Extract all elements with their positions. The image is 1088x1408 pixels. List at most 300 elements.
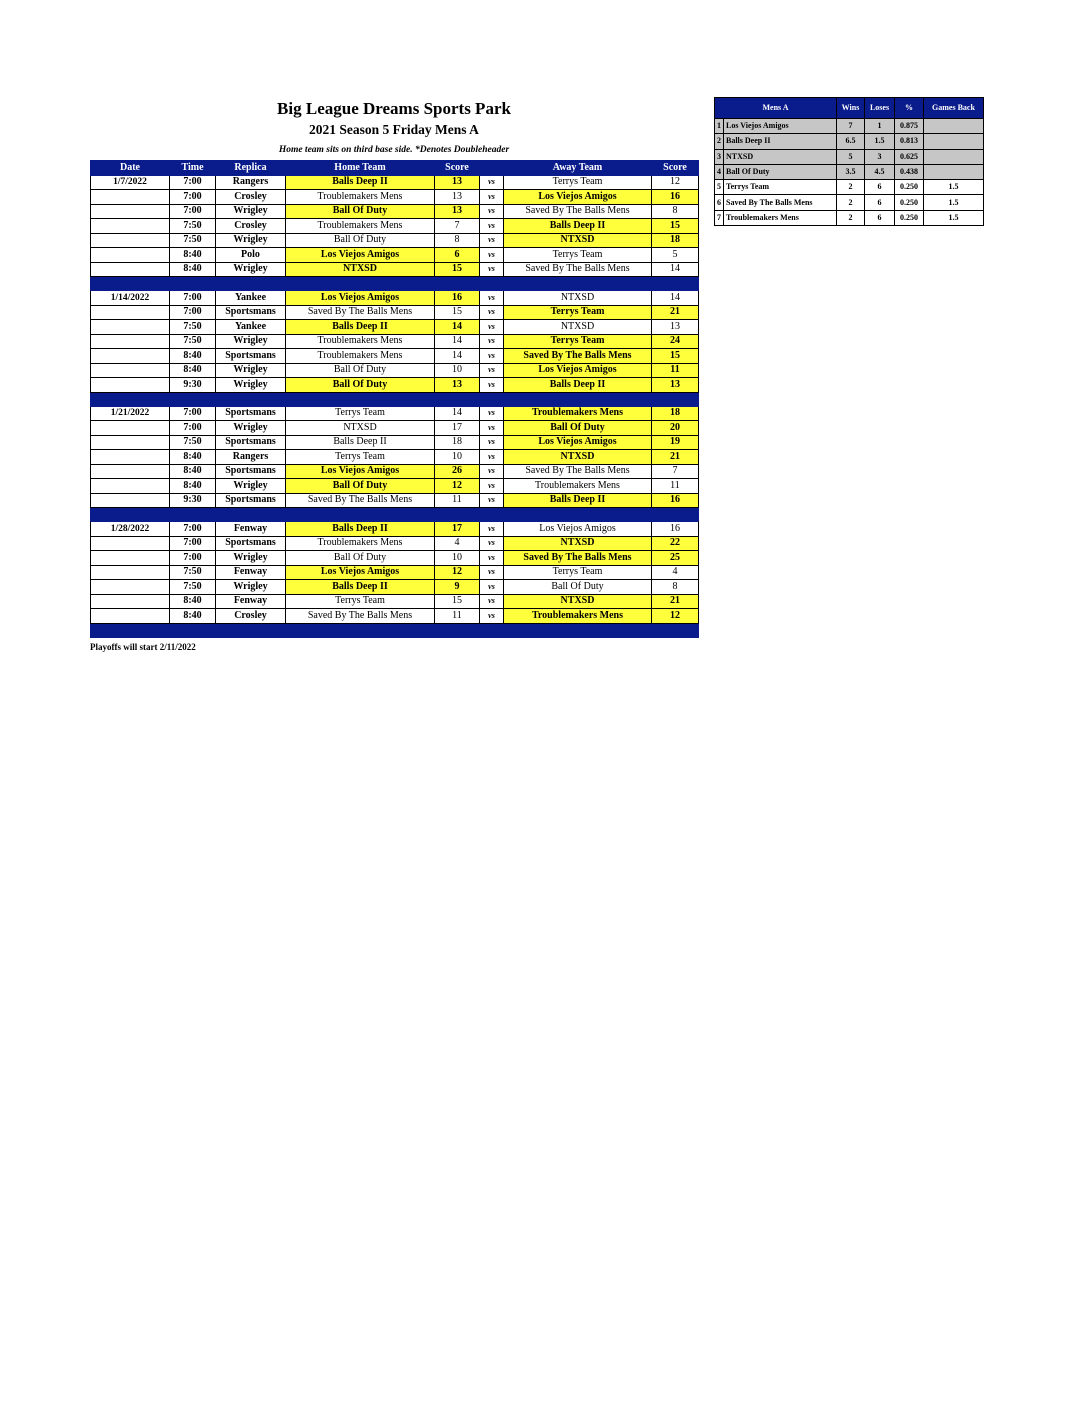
game-row bbox=[91, 421, 699, 436]
vs-label: vs bbox=[480, 204, 504, 219]
home-score: 9 bbox=[435, 580, 480, 595]
vs-label: vs bbox=[480, 262, 504, 277]
away-score: 15 bbox=[652, 219, 699, 234]
standings-rank: 3 bbox=[715, 149, 724, 164]
week-separator bbox=[91, 277, 699, 291]
separator-cell bbox=[504, 392, 652, 406]
away-score: 25 bbox=[652, 551, 699, 566]
game-time: 7:50 bbox=[170, 219, 216, 234]
away-team: Balls Deep II bbox=[504, 219, 652, 234]
game-row bbox=[91, 479, 699, 494]
standings-games-back bbox=[924, 164, 984, 179]
game-field: Yankee bbox=[216, 291, 286, 306]
game-row bbox=[91, 334, 699, 349]
home-score: 11 bbox=[435, 493, 480, 508]
standings-loses: 1 bbox=[865, 119, 895, 134]
header-date: Date bbox=[91, 161, 170, 176]
separator-cell bbox=[504, 623, 652, 637]
home-score: 12 bbox=[435, 565, 480, 580]
schedule-body bbox=[91, 175, 699, 637]
game-date: 1/28/2022 bbox=[91, 522, 170, 537]
standings-loses: 6 bbox=[865, 180, 895, 195]
game-row bbox=[91, 464, 699, 479]
vs-label: vs bbox=[480, 609, 504, 624]
home-score: 17 bbox=[435, 522, 480, 537]
standings-loses: 3 bbox=[865, 149, 895, 164]
home-score: 13 bbox=[435, 190, 480, 205]
home-team: Troublemakers Mens bbox=[286, 190, 435, 205]
standings-rank: 6 bbox=[715, 195, 724, 210]
game-time: 7:00 bbox=[170, 536, 216, 551]
separator-cell bbox=[286, 392, 435, 406]
game-date-empty bbox=[91, 594, 170, 609]
game-date-empty bbox=[91, 320, 170, 335]
game-field: Polo bbox=[216, 248, 286, 263]
game-row bbox=[91, 565, 699, 580]
standings-rank: 2 bbox=[715, 134, 724, 149]
away-team: NTXSD bbox=[504, 536, 652, 551]
home-team: NTXSD bbox=[286, 262, 435, 277]
standings-wins: 6.5 bbox=[837, 134, 865, 149]
separator-cell bbox=[652, 508, 699, 522]
away-score: 16 bbox=[652, 522, 699, 537]
game-field: Sportsmans bbox=[216, 349, 286, 364]
game-time: 7:00 bbox=[170, 305, 216, 320]
away-team: Balls Deep II bbox=[504, 378, 652, 393]
away-score: 14 bbox=[652, 291, 699, 306]
separator-cell bbox=[652, 392, 699, 406]
home-team-note: Home team sits on third base side. *Denotes Doubleheader bbox=[278, 145, 510, 155]
away-team: NTXSD bbox=[504, 233, 652, 248]
away-team: NTXSD bbox=[504, 594, 652, 609]
game-date-empty bbox=[91, 551, 170, 566]
game-field: Fenway bbox=[216, 565, 286, 580]
separator-cell bbox=[91, 392, 170, 406]
vs-label: vs bbox=[480, 190, 504, 205]
vs-label: vs bbox=[480, 450, 504, 465]
game-time: 7:50 bbox=[170, 580, 216, 595]
game-time: 7:50 bbox=[170, 435, 216, 450]
standings-rank: 7 bbox=[715, 210, 724, 225]
away-score: 24 bbox=[652, 334, 699, 349]
game-row bbox=[91, 609, 699, 624]
standings-games-back: 1.5 bbox=[924, 210, 984, 225]
game-date-empty bbox=[91, 565, 170, 580]
game-field: Fenway bbox=[216, 594, 286, 609]
game-field: Sportsmans bbox=[216, 406, 286, 421]
vs-label: vs bbox=[480, 291, 504, 306]
game-date-empty bbox=[91, 204, 170, 219]
game-date-empty bbox=[91, 363, 170, 378]
away-team: Balls Deep II bbox=[504, 493, 652, 508]
vs-label: vs bbox=[480, 479, 504, 494]
home-team: Balls Deep II bbox=[286, 435, 435, 450]
separator-cell bbox=[286, 508, 435, 522]
game-date-empty bbox=[91, 190, 170, 205]
game-time: 7:00 bbox=[170, 551, 216, 566]
game-row bbox=[91, 551, 699, 566]
home-score: 10 bbox=[435, 363, 480, 378]
vs-label: vs bbox=[480, 349, 504, 364]
game-row bbox=[91, 248, 699, 263]
away-team: Terrys Team bbox=[504, 305, 652, 320]
game-field: Sportsmans bbox=[216, 493, 286, 508]
away-team: Terrys Team bbox=[504, 248, 652, 263]
home-team: Saved By The Balls Mens bbox=[286, 493, 435, 508]
home-team: Troublemakers Mens bbox=[286, 334, 435, 349]
game-time: 9:30 bbox=[170, 493, 216, 508]
vs-label: vs bbox=[480, 464, 504, 479]
away-score: 8 bbox=[652, 580, 699, 595]
separator-cell bbox=[435, 277, 480, 291]
home-score: 14 bbox=[435, 406, 480, 421]
game-field: Wrigley bbox=[216, 378, 286, 393]
game-date-empty bbox=[91, 378, 170, 393]
separator-cell bbox=[480, 277, 504, 291]
away-score: 21 bbox=[652, 594, 699, 609]
standings-team: NTXSD bbox=[724, 149, 837, 164]
game-field: Yankee bbox=[216, 320, 286, 335]
home-score: 14 bbox=[435, 334, 480, 349]
game-date-empty bbox=[91, 262, 170, 277]
separator-cell bbox=[480, 623, 504, 637]
home-score: 15 bbox=[435, 594, 480, 609]
home-score: 10 bbox=[435, 551, 480, 566]
vs-label: vs bbox=[480, 320, 504, 335]
separator-cell bbox=[216, 623, 286, 637]
game-row bbox=[91, 580, 699, 595]
away-team: Saved By The Balls Mens bbox=[504, 204, 652, 219]
game-time: 8:40 bbox=[170, 363, 216, 378]
home-score: 13 bbox=[435, 378, 480, 393]
vs-label: vs bbox=[480, 378, 504, 393]
game-field: Rangers bbox=[216, 450, 286, 465]
away-team: Los Viejos Amigos bbox=[504, 190, 652, 205]
away-team: Terrys Team bbox=[504, 565, 652, 580]
standings-pct: 0.250 bbox=[895, 195, 924, 210]
game-row bbox=[91, 233, 699, 248]
standings-header-games-back: Games Back bbox=[924, 98, 984, 119]
home-team: Ball Of Duty bbox=[286, 204, 435, 219]
standings-body bbox=[715, 119, 984, 226]
game-date: 1/21/2022 bbox=[91, 406, 170, 421]
standings-wins: 2 bbox=[837, 210, 865, 225]
game-time: 8:40 bbox=[170, 464, 216, 479]
separator-cell bbox=[91, 508, 170, 522]
home-score: 11 bbox=[435, 609, 480, 624]
standings-wins: 7 bbox=[837, 119, 865, 134]
standings-header-loses: Loses bbox=[865, 98, 895, 119]
home-team: Los Viejos Amigos bbox=[286, 248, 435, 263]
game-date-empty bbox=[91, 493, 170, 508]
game-field: Wrigley bbox=[216, 363, 286, 378]
playoffs-note: Playoffs will start 2/11/2022 bbox=[90, 642, 196, 652]
game-time: 8:40 bbox=[170, 262, 216, 277]
away-team: Saved By The Balls Mens bbox=[504, 551, 652, 566]
standings-rank: 4 bbox=[715, 164, 724, 179]
away-team: Troublemakers Mens bbox=[504, 406, 652, 421]
home-team: Troublemakers Mens bbox=[286, 536, 435, 551]
away-team: NTXSD bbox=[504, 320, 652, 335]
game-date-empty bbox=[91, 479, 170, 494]
standings-wins: 2 bbox=[837, 195, 865, 210]
standings-rank: 1 bbox=[715, 119, 724, 134]
home-team: Balls Deep II bbox=[286, 320, 435, 335]
away-score: 13 bbox=[652, 320, 699, 335]
home-score: 8 bbox=[435, 233, 480, 248]
game-row bbox=[91, 536, 699, 551]
home-team: Balls Deep II bbox=[286, 522, 435, 537]
game-time: 7:00 bbox=[170, 421, 216, 436]
game-time: 8:40 bbox=[170, 479, 216, 494]
home-score: 12 bbox=[435, 479, 480, 494]
page-subtitle: 2021 Season 5 Friday Mens A bbox=[309, 122, 479, 137]
separator-cell bbox=[504, 508, 652, 522]
week-separator bbox=[91, 623, 699, 637]
home-score: 7 bbox=[435, 219, 480, 234]
vs-label: vs bbox=[480, 233, 504, 248]
away-score: 12 bbox=[652, 609, 699, 624]
home-score: 4 bbox=[435, 536, 480, 551]
standings-games-back: 1.5 bbox=[924, 195, 984, 210]
standings-row bbox=[715, 210, 984, 225]
standings-row bbox=[715, 119, 984, 134]
home-team: Los Viejos Amigos bbox=[286, 464, 435, 479]
game-date-empty bbox=[91, 450, 170, 465]
separator-cell bbox=[652, 623, 699, 637]
away-score: 14 bbox=[652, 262, 699, 277]
game-date-empty bbox=[91, 305, 170, 320]
home-team: Ball Of Duty bbox=[286, 479, 435, 494]
home-team: Terrys Team bbox=[286, 406, 435, 421]
game-field: Crosley bbox=[216, 609, 286, 624]
away-team: NTXSD bbox=[504, 291, 652, 306]
separator-cell bbox=[435, 623, 480, 637]
header-home-score: Score bbox=[435, 161, 480, 176]
vs-label: vs bbox=[480, 594, 504, 609]
separator-cell bbox=[480, 392, 504, 406]
separator-cell bbox=[504, 277, 652, 291]
week-separator bbox=[91, 392, 699, 406]
vs-label: vs bbox=[480, 363, 504, 378]
vs-label: vs bbox=[480, 536, 504, 551]
game-field: Wrigley bbox=[216, 204, 286, 219]
vs-label: vs bbox=[480, 175, 504, 190]
separator-cell bbox=[91, 623, 170, 637]
standings-loses: 6 bbox=[865, 195, 895, 210]
vs-label: vs bbox=[480, 406, 504, 421]
game-date-empty bbox=[91, 609, 170, 624]
standings-row bbox=[715, 180, 984, 195]
page-title: Big League Dreams Sports Park bbox=[277, 99, 511, 118]
separator-cell bbox=[286, 277, 435, 291]
game-field: Sportsmans bbox=[216, 305, 286, 320]
separator-cell bbox=[286, 623, 435, 637]
separator-cell bbox=[435, 392, 480, 406]
standings-row bbox=[715, 195, 984, 210]
standings-row bbox=[715, 149, 984, 164]
game-date: 1/14/2022 bbox=[91, 291, 170, 306]
game-row bbox=[91, 363, 699, 378]
game-field: Sportsmans bbox=[216, 464, 286, 479]
game-field: Fenway bbox=[216, 522, 286, 537]
away-team: Troublemakers Mens bbox=[504, 609, 652, 624]
standings-wins: 3.5 bbox=[837, 164, 865, 179]
home-score: 10 bbox=[435, 450, 480, 465]
game-row bbox=[91, 594, 699, 609]
game-field: Wrigley bbox=[216, 421, 286, 436]
away-score: 19 bbox=[652, 435, 699, 450]
away-team: Saved By The Balls Mens bbox=[504, 349, 652, 364]
home-score: 14 bbox=[435, 349, 480, 364]
home-team: Ball Of Duty bbox=[286, 378, 435, 393]
separator-cell bbox=[480, 508, 504, 522]
game-time: 7:50 bbox=[170, 565, 216, 580]
game-field: Wrigley bbox=[216, 479, 286, 494]
vs-label: vs bbox=[480, 334, 504, 349]
game-date-empty bbox=[91, 435, 170, 450]
home-score: 17 bbox=[435, 421, 480, 436]
home-team: Ball Of Duty bbox=[286, 551, 435, 566]
vs-label: vs bbox=[480, 421, 504, 436]
standings-team: Troublemakers Mens bbox=[724, 210, 837, 225]
away-team: Terrys Team bbox=[504, 334, 652, 349]
game-field: Wrigley bbox=[216, 262, 286, 277]
standings-table bbox=[714, 97, 984, 226]
away-team: Los Viejos Amigos bbox=[504, 522, 652, 537]
game-row bbox=[91, 175, 699, 190]
separator-cell bbox=[216, 392, 286, 406]
home-score: 14 bbox=[435, 320, 480, 335]
game-field: Sportsmans bbox=[216, 536, 286, 551]
standings-loses: 4.5 bbox=[865, 164, 895, 179]
standings-team: Balls Deep II bbox=[724, 134, 837, 149]
game-row bbox=[91, 349, 699, 364]
home-team: Ball Of Duty bbox=[286, 233, 435, 248]
standings-games-back: 1.5 bbox=[924, 180, 984, 195]
standings-pct: 0.438 bbox=[895, 164, 924, 179]
home-score: 13 bbox=[435, 175, 480, 190]
home-team: Terrys Team bbox=[286, 450, 435, 465]
vs-label: vs bbox=[480, 219, 504, 234]
separator-cell bbox=[170, 508, 216, 522]
standings-pct: 0.813 bbox=[895, 134, 924, 149]
standings-header-division: Mens A bbox=[715, 98, 837, 119]
away-team: Saved By The Balls Mens bbox=[504, 464, 652, 479]
game-date-empty bbox=[91, 349, 170, 364]
standings-wins: 5 bbox=[837, 149, 865, 164]
separator-cell bbox=[435, 508, 480, 522]
home-score: 15 bbox=[435, 262, 480, 277]
away-score: 22 bbox=[652, 536, 699, 551]
home-score: 18 bbox=[435, 435, 480, 450]
standings-pct: 0.250 bbox=[895, 180, 924, 195]
game-field: Wrigley bbox=[216, 580, 286, 595]
game-time: 7:00 bbox=[170, 204, 216, 219]
away-score: 21 bbox=[652, 450, 699, 465]
away-score: 18 bbox=[652, 233, 699, 248]
game-date-empty bbox=[91, 536, 170, 551]
home-score: 16 bbox=[435, 291, 480, 306]
game-field: Rangers bbox=[216, 175, 286, 190]
away-score: 12 bbox=[652, 175, 699, 190]
away-score: 21 bbox=[652, 305, 699, 320]
home-score: 15 bbox=[435, 305, 480, 320]
standings-row bbox=[715, 164, 984, 179]
separator-cell bbox=[216, 277, 286, 291]
game-field: Crosley bbox=[216, 190, 286, 205]
home-team: Terrys Team bbox=[286, 594, 435, 609]
away-team: NTXSD bbox=[504, 450, 652, 465]
vs-label: vs bbox=[480, 493, 504, 508]
game-date-empty bbox=[91, 248, 170, 263]
away-score: 11 bbox=[652, 479, 699, 494]
vs-label: vs bbox=[480, 435, 504, 450]
home-team: Los Viejos Amigos bbox=[286, 291, 435, 306]
standings-pct: 0.875 bbox=[895, 119, 924, 134]
game-field: Sportsmans bbox=[216, 435, 286, 450]
standings-team: Ball Of Duty bbox=[724, 164, 837, 179]
standings-games-back bbox=[924, 134, 984, 149]
game-row bbox=[91, 262, 699, 277]
game-date-empty bbox=[91, 580, 170, 595]
standings-loses: 1.5 bbox=[865, 134, 895, 149]
away-team: Los Viejos Amigos bbox=[504, 435, 652, 450]
home-team: Saved By The Balls Mens bbox=[286, 609, 435, 624]
home-team: Troublemakers Mens bbox=[286, 219, 435, 234]
header-home-team: Home Team bbox=[286, 161, 435, 176]
game-time: 8:40 bbox=[170, 609, 216, 624]
game-row bbox=[91, 291, 699, 306]
away-score: 4 bbox=[652, 565, 699, 580]
separator-cell bbox=[216, 508, 286, 522]
away-score: 11 bbox=[652, 363, 699, 378]
game-field: Wrigley bbox=[216, 551, 286, 566]
vs-label: vs bbox=[480, 551, 504, 566]
game-time: 7:50 bbox=[170, 320, 216, 335]
away-score: 16 bbox=[652, 190, 699, 205]
separator-cell bbox=[170, 277, 216, 291]
home-team: Saved By The Balls Mens bbox=[286, 305, 435, 320]
game-row bbox=[91, 378, 699, 393]
away-team: Ball Of Duty bbox=[504, 580, 652, 595]
home-score: 13 bbox=[435, 204, 480, 219]
game-time: 8:40 bbox=[170, 248, 216, 263]
home-score: 26 bbox=[435, 464, 480, 479]
standings-pct: 0.250 bbox=[895, 210, 924, 225]
away-score: 8 bbox=[652, 204, 699, 219]
away-score: 15 bbox=[652, 349, 699, 364]
home-team: Troublemakers Mens bbox=[286, 349, 435, 364]
away-score: 7 bbox=[652, 464, 699, 479]
away-team: Ball Of Duty bbox=[504, 421, 652, 436]
standings-header-row bbox=[715, 98, 984, 119]
game-row bbox=[91, 204, 699, 219]
vs-label: vs bbox=[480, 522, 504, 537]
game-time: 7:50 bbox=[170, 334, 216, 349]
game-date-empty bbox=[91, 464, 170, 479]
away-team: Terrys Team bbox=[504, 175, 652, 190]
game-row bbox=[91, 320, 699, 335]
game-field: Wrigley bbox=[216, 233, 286, 248]
game-time: 7:00 bbox=[170, 175, 216, 190]
home-team: Balls Deep II bbox=[286, 580, 435, 595]
standings-rank: 5 bbox=[715, 180, 724, 195]
away-team: Saved By The Balls Mens bbox=[504, 262, 652, 277]
standings-team: Terrys Team bbox=[724, 180, 837, 195]
game-time: 8:40 bbox=[170, 594, 216, 609]
standings-pct: 0.625 bbox=[895, 149, 924, 164]
